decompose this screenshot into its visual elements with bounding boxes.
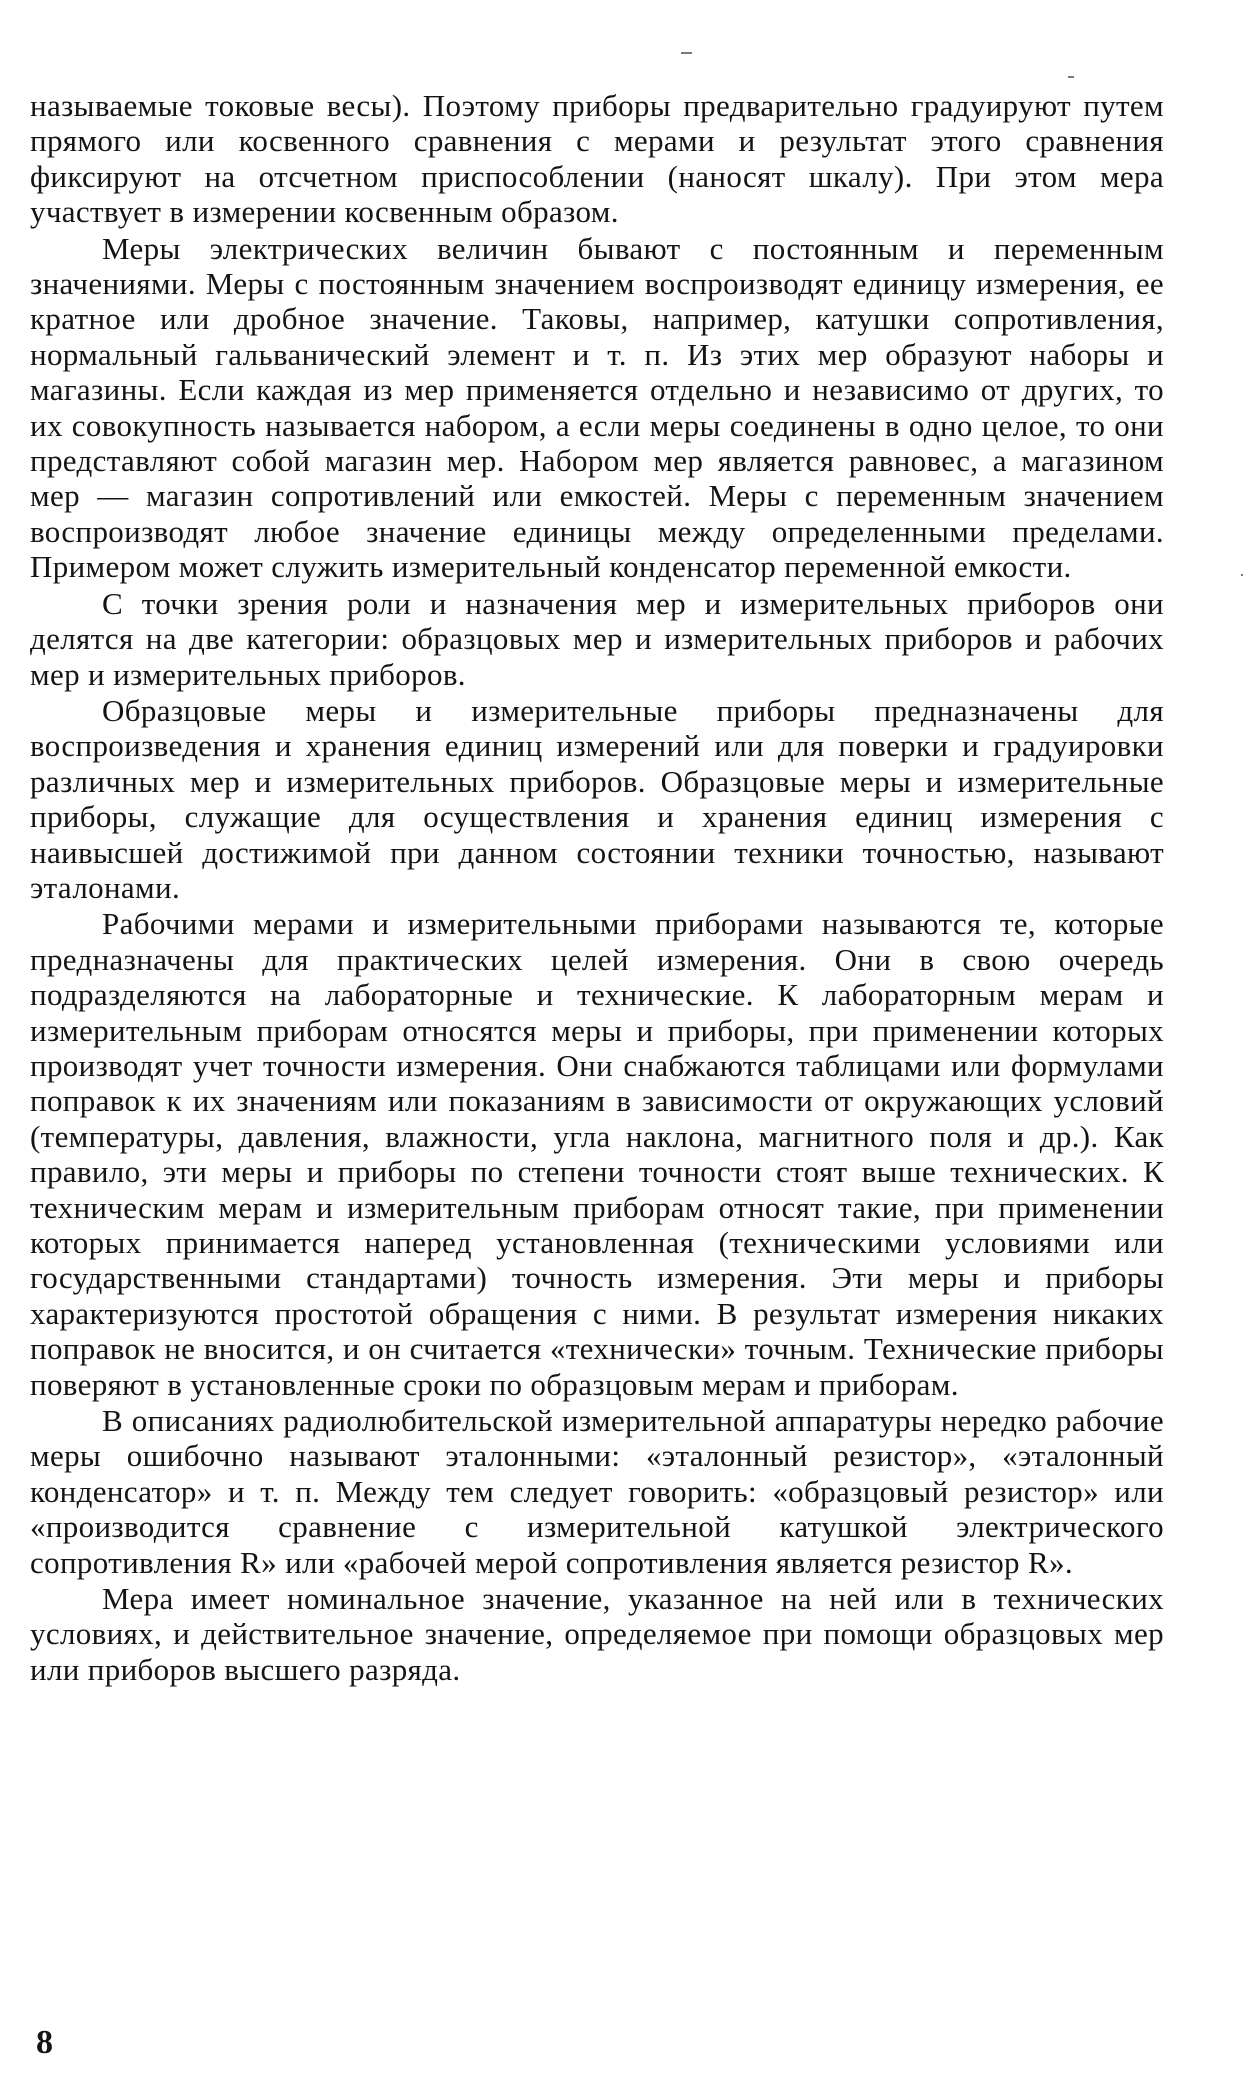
paragraph: Рабочими мерами и измерительными приборами называются те, которые предназначены для практических целей измерения. Они в свою очередь подразделяются на лабораторные и технические. К лабораторным мерам и измерительным приборам относятся меры и приборы, при применении которых производят учет точности измерения. Они снабжаются таблицами или формулами поправок к их значениям или показаниям в зависимости от окружающих условий (температуры, давления, влажности, угла наклона, магнитного поля и др.). Как правило, эти меры и приборы по степени точности стоят выше технических. К техническим мерам и измерительным приборам относят такие, при применении которых принимается наперед установленная (техническими условиями или государственными стандартами) точность измерения. Эти меры и приборы характеризуются простотой обращения с ними. В результат измерения никаких поправок не вносится, и он считается «технически» точным. Технические приборы поверяют в установленные сроки по образцовым мерам и приборам.: [30, 906, 1164, 1402]
scan-speck: [681, 52, 692, 54]
paragraph: Меры электрических величин бывают с постоянным и переменным значениями. Меры с постоянным значением воспроизводят единицу измерения, ее кратное или дробное значение. Таковы, например, катушки сопротивления, нормальный гальванический элемент и т. п. Из этих мер образуют наборы и магазины. Если каждая из мер применяется отдельно и независимо от других, то их совокупность называется набором, а если меры соединены в одно целое, то они представляют собой магазин мер. Набором мер является равновес, а магазином мер — магазин сопротивлений или емкостей. Меры с переменным значением воспроизводят любое значение единицы между определенными пределами. Примером может служить измерительный конденсатор переменной емкости.: [30, 230, 1164, 585]
paragraph-continuation: называемые токовые весы). Поэтому приборы предварительно градуируют путем прямого или косвенного сравнения с мерами и результат этого сравнения фиксируют на отсчетном приспособлении (наносят шкалу). При этом мера участвует в измерении косвенным образом.: [30, 88, 1164, 230]
paragraph: В описаниях радиолюбительской измерительной аппаратуры нередко рабочие меры ошибочно называют эталонными: «эталонный резистор», «эталонный конденсатор» и т. п. Между тем следует говорить: «образцовый резистор» или «производится сравнение с измерительной катушкой электрического сопротивления R» или «рабочей мерой сопротивления является резистор R».: [30, 1403, 1164, 1580]
book-page-text: [30, 88, 1164, 1687]
scan-speck: [1241, 574, 1243, 576]
page-number: 8: [36, 2024, 53, 2061]
paragraph: Образцовые меры и измерительные приборы предназначены для воспроизведения и хранения единиц измерений или для поверки и градуировки различных мер и измерительных приборов. Образцовые меры и измерительные приборы, служащие для осуществления и хранения единиц измерения с наивысшей достижимой при данном состоянии техники точностью, называют эталонами.: [30, 692, 1164, 905]
paragraph: Мера имеет номинальное значение, указанное на ней или в технических условиях, и действительное значение, определяемое при помощи образцовых мер или приборов высшего разряда.: [30, 1581, 1164, 1687]
paragraph: С точки зрения роли и назначения мер и измерительных приборов они делятся на две категории: образцовых мер и измерительных приборов и рабочих мер и измерительных приборов.: [30, 585, 1164, 692]
scan-speck: [1068, 76, 1074, 78]
